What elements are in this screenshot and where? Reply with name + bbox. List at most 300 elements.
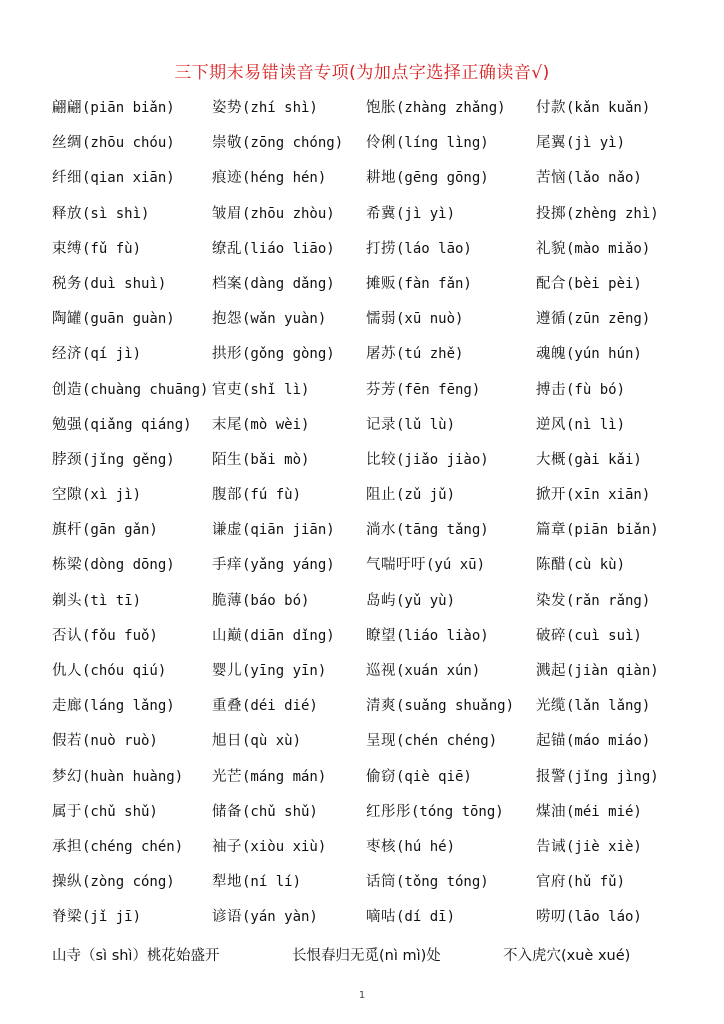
word-row <box>0 905 724 940</box>
word-item <box>366 800 504 824</box>
word-row <box>0 518 724 553</box>
word-text: 阻止 <box>366 487 396 504</box>
word-text: 懦弱 <box>366 311 396 328</box>
word-item <box>536 835 642 859</box>
word-text: 丝绸 <box>52 135 82 152</box>
word-text: 手痒 <box>212 557 242 574</box>
word-text: 走廊 <box>52 698 82 715</box>
word-text: 红彤彤 <box>366 803 411 820</box>
word-item <box>52 835 183 859</box>
word-item <box>366 237 472 261</box>
word-text: 谚语 <box>212 909 242 926</box>
word-text: 伶俐 <box>366 135 396 152</box>
pinyin-options[interactable]: (mò wèi) <box>242 416 310 433</box>
pinyin-options[interactable]: (jǐng jìng) <box>566 768 659 785</box>
word-text: 痕迹 <box>212 170 242 187</box>
word-item <box>536 166 642 190</box>
pinyin-options[interactable]: (lǎn lǎng) <box>566 698 651 715</box>
pinyin-options[interactable]: (zhōu chóu) <box>82 135 175 152</box>
pinyin-options[interactable]: (kǎn kuǎn) <box>566 100 651 116</box>
word-item <box>52 272 166 296</box>
word-item <box>52 729 158 753</box>
word-item <box>536 131 625 155</box>
word-text: 尾翼 <box>536 135 566 152</box>
word-item <box>366 307 463 331</box>
word-text: 耕地 <box>366 170 396 187</box>
word-item <box>52 553 175 577</box>
word-item <box>536 96 650 120</box>
poem-phrase-3: 不入虎穴(xuè xué) <box>503 948 631 964</box>
pinyin-options[interactable]: (fēn fēng) <box>396 381 481 398</box>
word-text: 梦幻 <box>52 768 82 785</box>
word-text: 魂魄 <box>536 346 566 363</box>
word-text: 打捞 <box>366 240 396 257</box>
pinyin-options[interactable]: (dàng dǎng) <box>242 275 335 292</box>
word-item <box>212 483 301 507</box>
pinyin-options[interactable]: (fàn fǎn) <box>396 275 472 292</box>
word-item <box>212 272 335 296</box>
pinyin-options[interactable]: (qiǎng qiáng) <box>82 416 192 433</box>
word-text: 逆风 <box>536 416 566 433</box>
word-item <box>52 202 149 226</box>
word-text: 屠苏 <box>366 346 396 363</box>
word-row <box>0 694 724 729</box>
pinyin-options[interactable]: (héng hén) <box>242 170 327 187</box>
word-row <box>0 483 724 518</box>
word-item <box>536 237 650 261</box>
pinyin-options[interactable]: (huàn huàng) <box>82 768 184 785</box>
word-text: 属于 <box>52 803 82 820</box>
word-item <box>366 870 489 894</box>
word-text: 付款 <box>536 100 566 116</box>
word-text: 巡视 <box>366 663 396 679</box>
word-item <box>366 694 514 718</box>
word-text: 脊梁 <box>52 909 82 926</box>
word-row <box>0 202 724 237</box>
pinyin-options[interactable]: (gēng gōng) <box>396 170 489 187</box>
word-row <box>0 659 724 694</box>
pinyin-options[interactable]: (bǎi mò) <box>242 451 310 468</box>
pinyin-options[interactable]: (lǔ lù) <box>396 416 456 433</box>
word-text: 气喘吁吁 <box>366 557 426 574</box>
word-text: 比较 <box>366 451 396 468</box>
word-item <box>536 483 650 507</box>
word-text: 释放 <box>52 205 82 222</box>
pinyin-options[interactable]: (shǐ lì) <box>242 381 310 398</box>
pinyin-options[interactable]: (piān biǎn) <box>566 522 659 539</box>
word-item <box>212 624 335 648</box>
word-item <box>52 96 175 120</box>
word-item <box>52 342 141 366</box>
word-item <box>536 729 650 753</box>
pinyin-options[interactable]: (jǐng gěng) <box>82 451 175 468</box>
word-item <box>52 800 158 824</box>
word-text: 承担 <box>52 838 82 855</box>
pinyin-options[interactable]: (báo bó) <box>242 592 310 609</box>
pinyin-options[interactable]: (duì shuì) <box>82 275 167 292</box>
word-text: 投掷 <box>536 205 566 222</box>
word-item <box>536 272 642 296</box>
word-item <box>52 870 175 894</box>
pinyin-options[interactable]: (zòng cóng) <box>82 874 175 891</box>
word-item <box>52 237 141 261</box>
word-text: 篇章 <box>536 522 566 539</box>
word-item <box>212 448 309 472</box>
word-item <box>52 166 175 190</box>
word-text: 记录 <box>366 416 396 433</box>
pinyin-options[interactable]: (zhèng zhì) <box>566 205 659 222</box>
pinyin-options[interactable]: (suǎng shuǎng) <box>396 698 515 715</box>
word-item <box>536 659 659 683</box>
pinyin-options[interactable]: (yǔ yù) <box>396 592 456 609</box>
word-text: 搏击 <box>536 381 566 398</box>
word-row <box>0 378 724 413</box>
word-item <box>366 202 455 226</box>
pinyin-options[interactable]: (hǔ fǔ) <box>566 874 626 891</box>
word-item <box>366 624 489 648</box>
pinyin-options[interactable]: (guān guàn) <box>82 311 175 328</box>
pinyin-options[interactable]: (diān dǐng) <box>242 627 335 644</box>
word-item <box>366 905 455 929</box>
poem-phrase-1: 山寺（sì shì）桃花始盛开 <box>52 948 220 964</box>
word-text: 谦虚 <box>212 522 242 539</box>
word-text: 姿势 <box>212 100 242 116</box>
word-text: 犁地 <box>212 874 242 891</box>
word-text: 偷窃 <box>366 768 396 785</box>
pinyin-options[interactable]: (fù bó) <box>566 381 626 398</box>
pinyin-options[interactable]: (cù kù) <box>566 557 626 574</box>
word-item <box>536 870 625 894</box>
word-text: 袖子 <box>212 838 242 855</box>
pinyin-options[interactable]: (jiǎo jiào) <box>396 451 489 468</box>
page-title: 三下期末易错读音专项(为加点字选择正确读音√) <box>174 63 550 83</box>
word-item <box>212 905 318 929</box>
word-text: 大概 <box>536 451 566 468</box>
word-text: 操纵 <box>52 874 82 891</box>
word-item <box>212 800 318 824</box>
word-text: 唠叨 <box>536 909 566 926</box>
pinyin-options[interactable]: (máng mán) <box>242 768 327 785</box>
pinyin-options[interactable]: (jǐ jī) <box>82 909 142 926</box>
word-text: 皱眉 <box>212 205 242 222</box>
word-item <box>52 518 158 542</box>
word-text: 陈醋 <box>536 557 566 574</box>
word-text: 婴儿 <box>212 663 242 679</box>
word-text: 配合 <box>536 275 566 292</box>
word-item <box>212 870 301 894</box>
pinyin-options[interactable]: (dòng dōng) <box>82 557 175 574</box>
pinyin-options[interactable]: (láo lāo) <box>396 240 472 257</box>
word-text: 拱形 <box>212 346 242 363</box>
pinyin-options[interactable]: (chóu qiú) <box>82 663 167 679</box>
word-text: 光芒 <box>212 768 242 785</box>
word-text: 否认 <box>52 627 82 644</box>
word-text: 经济 <box>52 346 82 363</box>
pinyin-options[interactable]: (qian xiān) <box>82 170 175 187</box>
word-text: 剃头 <box>52 592 82 609</box>
word-item <box>536 905 642 929</box>
word-text: 芬芳 <box>366 381 396 398</box>
word-item <box>536 589 650 613</box>
word-item <box>366 448 489 472</box>
pinyin-options[interactable]: (gān gǎn) <box>82 522 158 539</box>
word-item <box>366 765 472 789</box>
pinyin-options[interactable]: (tǒng tóng) <box>396 874 489 891</box>
word-item <box>366 483 455 507</box>
pinyin-options[interactable]: (qí jì) <box>82 346 142 363</box>
word-item <box>52 589 141 613</box>
pinyin-options[interactable]: (déi dié) <box>242 698 318 715</box>
word-text: 掀开 <box>536 487 566 504</box>
word-text: 旗杆 <box>52 522 82 539</box>
pinyin-options[interactable]: (tú zhě) <box>396 346 464 363</box>
word-item <box>366 378 480 402</box>
word-item <box>212 413 309 437</box>
word-text: 岛屿 <box>366 592 396 609</box>
word-item <box>536 800 642 824</box>
word-text: 破碎 <box>536 627 566 644</box>
word-item <box>366 342 463 366</box>
pinyin-options[interactable]: (qiè qiē) <box>396 768 472 785</box>
pinyin-options[interactable]: (chéng chén) <box>82 838 184 855</box>
pinyin-options[interactable]: (gài kǎi) <box>566 451 642 468</box>
word-text: 枣核 <box>366 838 396 855</box>
pinyin-options[interactable]: (chǔ shǔ) <box>242 803 318 820</box>
pinyin-options[interactable]: (yīng yīn) <box>242 663 327 679</box>
word-text: 呈现 <box>366 733 396 750</box>
word-row <box>0 131 724 166</box>
word-item <box>366 835 455 859</box>
pinyin-options[interactable]: (dí dī) <box>396 909 456 926</box>
word-item <box>366 553 485 577</box>
word-item <box>366 131 489 155</box>
word-text: 脖颈 <box>52 451 82 468</box>
word-text: 崇敬 <box>212 135 242 152</box>
word-text: 起锚 <box>536 733 566 750</box>
word-item <box>536 553 625 577</box>
word-text: 山巅 <box>212 627 242 644</box>
word-item <box>536 694 650 718</box>
word-item <box>366 659 480 683</box>
word-item <box>52 765 183 789</box>
word-item <box>536 307 650 331</box>
pinyin-options[interactable]: (ní lí) <box>242 874 302 891</box>
word-text: 抱怨 <box>212 311 242 328</box>
word-item <box>52 307 175 331</box>
word-item <box>212 553 335 577</box>
pinyin-options[interactable]: (láng lǎng) <box>82 698 175 715</box>
word-text: 末尾 <box>212 416 242 433</box>
word-row <box>0 237 724 272</box>
pinyin-options[interactable]: (bèi pèi) <box>566 275 642 292</box>
pinyin-options[interactable]: (zhí shì) <box>242 100 318 116</box>
word-item <box>212 96 318 120</box>
pinyin-options[interactable]: (piān biǎn) <box>82 100 175 116</box>
pinyin-options[interactable]: (rǎn rǎng) <box>566 592 651 609</box>
word-row <box>0 870 724 905</box>
pinyin-options[interactable]: (tì tī) <box>82 592 142 609</box>
word-item <box>212 659 326 683</box>
word-item <box>52 131 175 155</box>
word-item <box>536 765 659 789</box>
word-row <box>0 413 724 448</box>
pinyin-options[interactable]: (fǔ fù) <box>82 240 142 257</box>
word-item <box>366 166 489 190</box>
word-item <box>212 765 326 789</box>
word-row <box>0 448 724 483</box>
pinyin-options[interactable]: (hú hé) <box>396 838 456 855</box>
word-row <box>0 765 724 800</box>
word-grid <box>0 96 724 941</box>
word-text: 储备 <box>212 803 242 820</box>
word-item <box>536 342 642 366</box>
word-item <box>52 905 141 929</box>
word-item <box>536 413 625 437</box>
pinyin-options[interactable]: (qù xù) <box>242 733 302 750</box>
word-item <box>212 589 309 613</box>
pinyin-options[interactable]: (jì yì) <box>396 205 456 222</box>
word-text: 话筒 <box>366 874 396 891</box>
pinyin-options[interactable]: (jì yì) <box>566 135 626 152</box>
word-text: 陶罐 <box>52 311 82 328</box>
word-item <box>212 835 326 859</box>
word-text: 官吏 <box>212 381 242 398</box>
word-row <box>0 272 724 307</box>
word-item <box>52 483 141 507</box>
pinyin-options[interactable]: (tóng tōng) <box>411 803 504 820</box>
pinyin-options[interactable]: (lǎo nǎo) <box>566 170 642 187</box>
word-text: 腹部 <box>212 487 242 504</box>
word-row <box>0 96 724 131</box>
pinyin-options[interactable]: (wǎn yuàn) <box>242 311 327 328</box>
word-text: 陌生 <box>212 451 242 468</box>
pinyin-options[interactable]: (yǎng yáng) <box>242 557 335 574</box>
word-text: 假若 <box>52 733 82 750</box>
word-item <box>366 589 455 613</box>
word-text: 官府 <box>536 874 566 891</box>
word-text: 淌水 <box>366 522 396 539</box>
pinyin-options[interactable]: (gǒng gòng) <box>242 346 335 363</box>
word-item <box>212 729 301 753</box>
word-item <box>366 413 455 437</box>
pinyin-options[interactable]: (cuì suì) <box>566 627 642 644</box>
word-text: 清爽 <box>366 698 396 715</box>
poem-phrase-2: 长恨春归无觅(nì mì)处 <box>292 948 441 964</box>
word-item <box>366 518 489 542</box>
word-item <box>52 694 175 718</box>
pinyin-options[interactable]: (tāng tǎng) <box>396 522 489 539</box>
pinyin-options[interactable]: (liáo liāo) <box>242 240 335 257</box>
pinyin-options[interactable]: (liáo liào) <box>396 627 489 644</box>
word-item <box>52 624 158 648</box>
pinyin-options[interactable]: (jiàn qiàn) <box>566 663 659 679</box>
pinyin-options[interactable]: (máo miáo) <box>566 733 651 750</box>
pinyin-options[interactable]: (yún hún) <box>566 346 642 363</box>
word-row <box>0 307 724 342</box>
pinyin-options[interactable]: (zōng chóng) <box>242 135 344 152</box>
word-item <box>212 378 309 402</box>
pinyin-options[interactable]: (chén chéng) <box>396 733 498 750</box>
pinyin-options[interactable]: (sì shì) <box>82 205 150 222</box>
pinyin-options[interactable]: (fú fù) <box>242 487 302 504</box>
word-text: 脆薄 <box>212 592 242 609</box>
word-text: 档案 <box>212 275 242 292</box>
pinyin-options[interactable]: (nì lì) <box>566 416 626 433</box>
word-item <box>536 518 659 542</box>
word-row <box>0 729 724 764</box>
pinyin-options[interactable]: (xū nuò) <box>396 311 464 328</box>
word-text: 缭乱 <box>212 240 242 257</box>
word-text: 栋梁 <box>52 557 82 574</box>
word-text: 瞭望 <box>366 627 396 644</box>
word-item <box>212 694 318 718</box>
word-item <box>52 659 166 683</box>
word-text: 勉强 <box>52 416 82 433</box>
word-text: 旭日 <box>212 733 242 750</box>
word-row <box>0 835 724 870</box>
pinyin-options[interactable]: (xì jì) <box>82 487 142 504</box>
word-row <box>0 166 724 201</box>
pinyin-options[interactable]: (mào miǎo) <box>566 240 651 257</box>
pinyin-options[interactable]: (chǔ shǔ) <box>82 803 158 820</box>
word-text: 嘀咕 <box>366 909 396 926</box>
word-item <box>212 166 326 190</box>
word-item <box>366 729 497 753</box>
pinyin-options[interactable]: (yán yàn) <box>242 909 318 926</box>
word-text: 礼貌 <box>536 240 566 257</box>
word-item <box>212 237 335 261</box>
pinyin-options[interactable]: (xiòu xiù) <box>242 838 327 855</box>
pinyin-options[interactable]: (xuán xún) <box>396 663 481 679</box>
pinyin-options[interactable]: (qiān jiān) <box>242 522 335 539</box>
word-item <box>536 448 642 472</box>
word-item <box>536 624 642 648</box>
word-text: 仇人 <box>52 663 82 679</box>
word-item <box>536 378 625 402</box>
pinyin-options[interactable]: (lāo láo) <box>566 909 642 926</box>
pinyin-options[interactable]: (jiè xiè) <box>566 838 642 855</box>
word-item <box>212 307 326 331</box>
word-text: 空隙 <box>52 487 82 504</box>
pinyin-options[interactable]: (méi mié) <box>566 803 642 820</box>
word-row <box>0 342 724 377</box>
pinyin-options[interactable]: (zhōu zhòu) <box>242 205 335 222</box>
word-item <box>52 413 192 437</box>
poem-line <box>0 944 724 970</box>
word-item <box>212 131 343 155</box>
word-text: 溅起 <box>536 663 566 679</box>
word-text: 税务 <box>52 275 82 292</box>
pinyin-options[interactable]: (chuàng chuāng) <box>82 381 209 398</box>
word-item <box>212 202 335 226</box>
pinyin-options[interactable]: (xīn xiān) <box>566 487 651 504</box>
pinyin-options[interactable]: (yú xū) <box>426 557 486 574</box>
pinyin-options[interactable]: (zūn zēng) <box>566 311 651 328</box>
pinyin-options[interactable]: (fǒu fuǒ) <box>82 627 158 644</box>
pinyin-options[interactable]: (líng lìng) <box>396 135 489 152</box>
pinyin-options[interactable]: (nuò ruò) <box>82 733 158 750</box>
word-item <box>536 202 659 226</box>
pinyin-options[interactable]: (zhàng zhǎng) <box>396 100 506 116</box>
pinyin-options[interactable]: (zǔ jǔ) <box>396 487 456 504</box>
word-text: 报警 <box>536 768 566 785</box>
word-text: 饱胀 <box>366 100 396 116</box>
word-item <box>52 448 175 472</box>
word-text: 苦恼 <box>536 170 566 187</box>
word-text: 翩翩 <box>52 100 82 116</box>
word-row <box>0 589 724 624</box>
word-text: 煤油 <box>536 803 566 820</box>
